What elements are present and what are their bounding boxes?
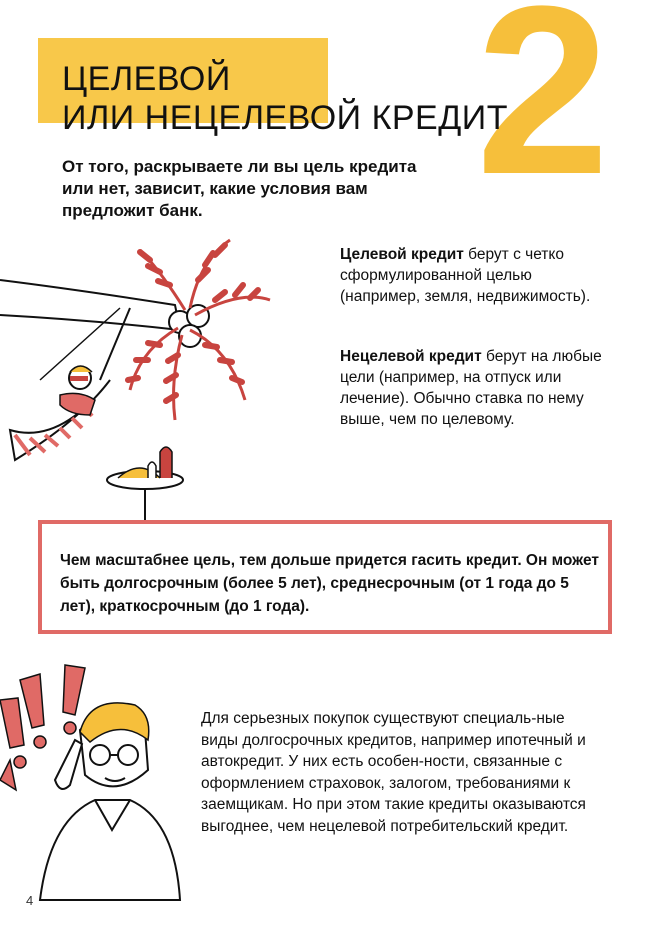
title-line-2: ИЛИ НЕЦЕЛЕВОЙ КРЕДИТ [62,99,508,137]
thinking-man-illustration [0,660,200,900]
callout-text: Чем масштабнее цель, тем дольше придется гасить кредит. Он может быть долгосрочным (более 5 лет), среднесрочным (от 1 года до 5 лет), краткосрочным (до 1 года). [60,552,599,615]
targeted-credit-desc: берут с четко сформулированной целью (например, земля, недвижимость). [340,246,591,305]
untargeted-credit-text [340,346,610,430]
section-number: 2 [476,0,610,224]
targeted-credit-text [340,244,610,307]
untargeted-credit-desc: берут на любые цели (например, на отпуск или лечение). Обычно ставка по нему выше, чем по целевому. [340,348,602,428]
callout-box [38,520,612,634]
page-title [62,60,508,138]
untargeted-credit-term: Нецелевой кредит [340,348,482,365]
targeted-credit-term: Целевой кредит [340,246,464,263]
intro-text: От того, раскрываете ли вы цель кредита или нет, зависит, какие условия вам предложит банк. [62,157,417,220]
page-number: 4 [26,893,34,908]
title-line-1: ЦЕЛЕВОЙ [62,60,231,98]
palm-hammock-illustration [0,230,330,520]
bottom-text: Для серьезных покупок существуют специаль-ные виды долгосрочных кредитов, например ипотечный и автокредит. У них есть особен-ности, связанные с оформлением страховок, залогом, требованиями к заемщикам. Но при этом такие кредиты оказываются выгоднее, чем нецелевой потребительский кредит. [201,710,586,835]
